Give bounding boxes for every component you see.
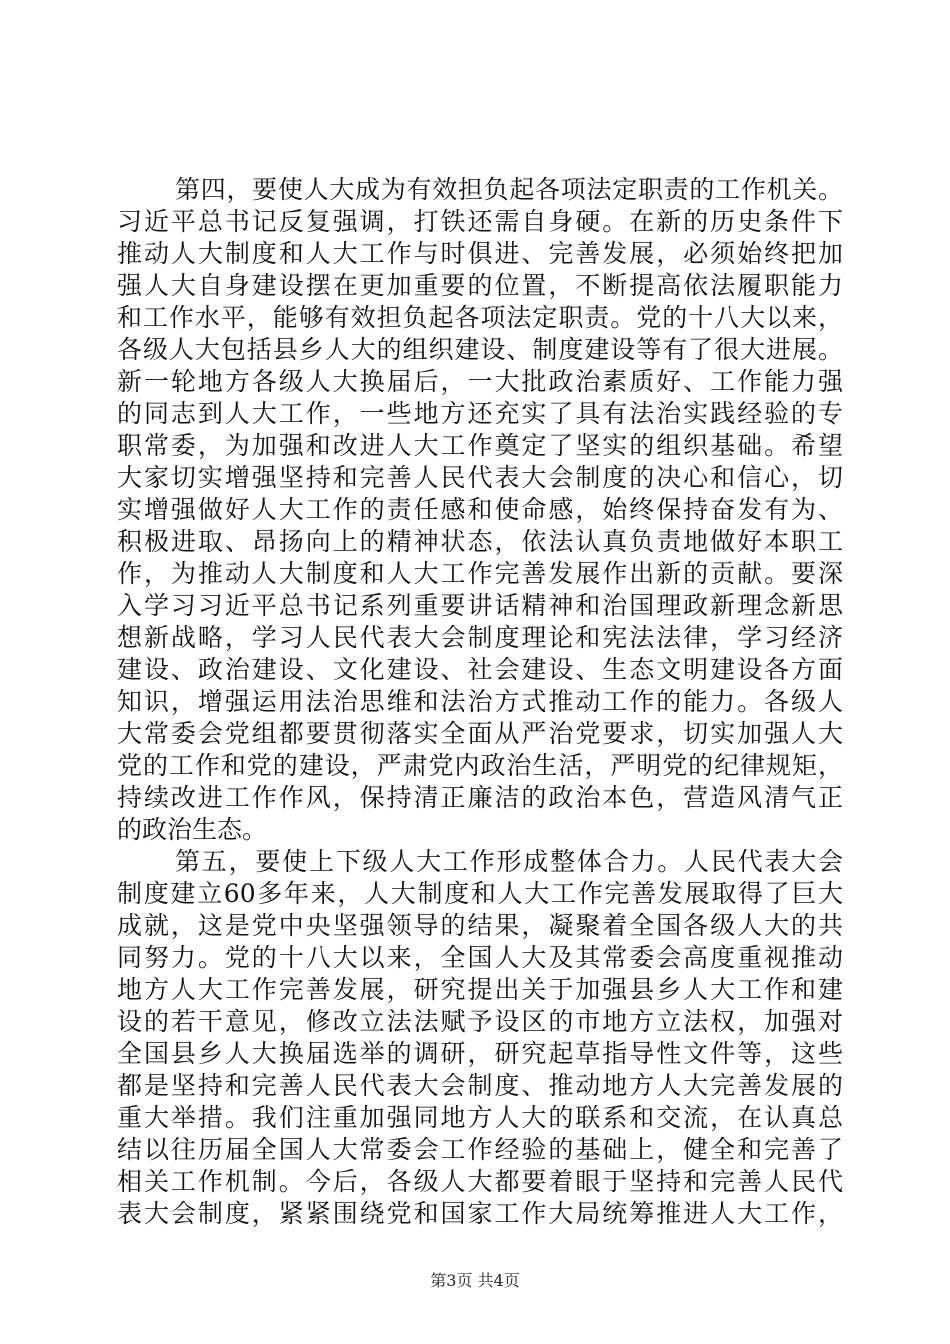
paragraph-line: 表大会制度，紧紧围绕党和国家工作大局统筹推进人大工作， xyxy=(117,1199,843,1228)
paragraph-line: 结以往历届全国人大常委会工作经验的基础上，健全和完善了 xyxy=(117,1135,843,1164)
paragraph-line: 的同志到人大工作，一些地方还充实了具有法治实践经验的专 xyxy=(117,399,843,428)
paragraph-line: 持续改进工作作风，保持清正廉洁的政治本色，营造风清气正 xyxy=(117,783,843,812)
paragraph-line: 各级人大包括县乡人大的组织建设、制度建设等有了很大进展。 xyxy=(117,335,843,364)
paragraph-line: 重大举措。我们注重加强同地方人大的联系和交流，在认真总 xyxy=(117,1103,843,1132)
paragraph-line: 制度建立60多年来，人大制度和人大工作完善发展取得了巨大 xyxy=(117,879,843,908)
paragraph-line: 习近平总书记反复强调，打铁还需自身硬。在新的历史条件下 xyxy=(117,207,843,236)
paragraph-line: 成就，这是党中央坚强领导的结果，凝聚着全国各级人大的共 xyxy=(117,911,843,940)
paragraph-line: 新一轮地方各级人大换届后，一大批政治素质好、工作能力强 xyxy=(117,367,843,396)
page-footer xyxy=(0,1271,950,1291)
paragraph-line: 入学习习近平总书记系列重要讲话精神和治国理政新理念新思 xyxy=(117,591,843,620)
paragraph-line: 作，为推动人大制度和人大工作完善发展作出新的贡献。要深 xyxy=(117,559,843,588)
paragraph-line: 都是坚持和完善人民代表大会制度、推动地方人大完善发展的 xyxy=(117,1071,843,1100)
paragraph-line: 党的工作和党的建设，严肃党内政治生活，严明党的纪律规矩， xyxy=(117,751,843,780)
paragraph-line: 同努力。党的十八大以来，全国人大及其常委会高度重视推动 xyxy=(117,943,843,972)
paragraph-line: 的政治生态。 xyxy=(117,815,268,844)
body-text xyxy=(117,174,843,1230)
paragraph-line: 职常委，为加强和改进人大工作奠定了坚实的组织基础。希望 xyxy=(117,431,843,460)
paragraph-line: 第五，要使上下级人大工作形成整体合力。人民代表大会 xyxy=(175,847,843,876)
paragraph-line: 强人大自身建设摆在更加重要的位置，不断提高依法履职能力 xyxy=(117,271,843,300)
paragraph-line: 推动人大制度和人大工作与时俱进、完善发展，必须始终把加 xyxy=(117,239,843,268)
paragraph-line: 大家切实增强坚持和完善人民代表大会制度的决心和信心，切 xyxy=(117,463,843,492)
page-number: 第3页 共4页 xyxy=(430,1271,520,1290)
paragraph-line: 积极进取、昂扬向上的精神状态，依法认真负责地做好本职工 xyxy=(117,527,843,556)
paragraph-line: 知识，增强运用法治思维和法治方式推动工作的能力。各级人 xyxy=(117,687,843,716)
paragraph-line: 相关工作机制。今后，各级人大都要着眼于坚持和完善人民代 xyxy=(117,1167,843,1196)
paragraph-line: 建设、政治建设、文化建设、社会建设、生态文明建设各方面 xyxy=(117,655,843,684)
paragraph-line: 设的若干意见，修改立法法赋予设区的市地方立法权，加强对 xyxy=(117,1007,843,1036)
paragraph-line: 和工作水平，能够有效担负起各项法定职责。党的十八大以来， xyxy=(117,303,843,332)
paragraph-line: 实增强做好人大工作的责任感和使命感，始终保持奋发有为、 xyxy=(117,495,843,524)
paragraph-line: 大常委会党组都要贯彻落实全面从严治党要求，切实加强人大 xyxy=(117,719,843,748)
paragraph-line: 全国县乡人大换届选举的调研，研究起草指导性文件等，这些 xyxy=(117,1039,843,1068)
paragraph-line: 第四，要使人大成为有效担负起各项法定职责的工作机关。 xyxy=(175,175,843,204)
paragraph-line: 想新战略，学习人民代表大会制度理论和宪法法律，学习经济 xyxy=(117,623,843,652)
paragraph-line: 地方人大工作完善发展，研究提出关于加强县乡人大工作和建 xyxy=(117,975,843,1004)
